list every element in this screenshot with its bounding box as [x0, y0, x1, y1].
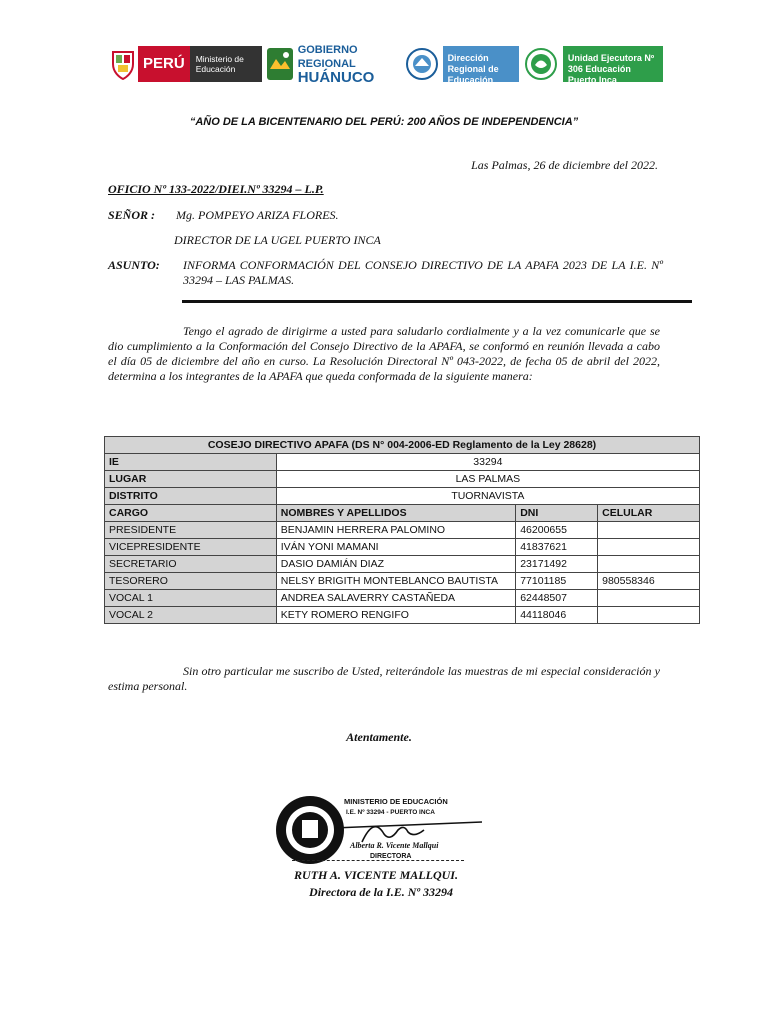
- cell-celular: [598, 607, 700, 624]
- cell-celular: 980558346: [598, 573, 700, 590]
- subject-divider: [182, 300, 692, 303]
- cell-nombre: NELSY BRIGITH MONTEBLANCO BAUTISTA: [276, 573, 515, 590]
- cell-cargo: VICEPRESIDENTE: [105, 539, 277, 556]
- dre-seal-icon: [405, 46, 439, 82]
- table-header-row: [105, 505, 700, 522]
- ue-seal-icon: [523, 46, 559, 82]
- apafa-council-table: [104, 436, 700, 624]
- cell-dni: 46200655: [516, 522, 598, 539]
- cell-celular: [598, 522, 700, 539]
- info-value: 33294: [276, 454, 699, 471]
- stamp-line1: MINISTERIO DE EDUCACIÓN: [344, 797, 448, 806]
- dre-label: Dirección Regional de Educación: [443, 46, 519, 82]
- cell-celular: [598, 556, 700, 573]
- ue-label: Unidad Ejecutora Nº 306 Educación Puerto Inca: [563, 46, 663, 82]
- signature-line: [292, 860, 464, 861]
- info-value: TUORNAVISTA: [276, 488, 699, 505]
- column-header-cargo: CARGO: [105, 505, 277, 522]
- info-label: DISTRITO: [105, 488, 277, 505]
- column-header-dni: DNI: [516, 505, 598, 522]
- cell-dni: 77101185: [516, 573, 598, 590]
- ministry-label: Ministerio de Educación: [190, 46, 262, 82]
- table-row: [105, 556, 700, 573]
- cell-celular: [598, 539, 700, 556]
- closing-salutation: Atentamente.: [346, 730, 412, 744]
- cell-dni: 44118046: [516, 607, 598, 624]
- cell-nombre: ANDREA SALAVERRY CASTAÑEDA: [276, 590, 515, 607]
- info-value: LAS PALMAS: [276, 471, 699, 488]
- cell-dni: 23171492: [516, 556, 598, 573]
- table-row-distrito: [105, 488, 700, 505]
- letter-date: Las Palmas, 26 de diciembre del 2022.: [471, 158, 658, 172]
- table-title: COSEJO DIRECTIVO APAFA (DS N° 004-2006-ED Reglamento de la Ley 28628): [105, 437, 700, 454]
- info-label: IE: [105, 454, 277, 471]
- info-label: LUGAR: [105, 471, 277, 488]
- stamp-line3: Alberta R. Vicente Mallqui: [350, 841, 439, 850]
- cell-cargo: TESORERO: [105, 573, 277, 590]
- peru-logo: [108, 46, 262, 82]
- coat-of-arms-icon: [108, 47, 138, 81]
- table-row: [105, 607, 700, 624]
- year-motto: “AÑO DE LA BICENTENARIO DEL PERÚ: 200 AÑOS DE INDEPENDENCIA”: [189, 116, 579, 128]
- gore-line2: HUÁNUCO: [297, 69, 375, 86]
- gore-line1: GOBIERNO REGIONAL: [297, 44, 358, 70]
- oficio-number: OFICIO Nº 133-2022/DIEI.Nº 33294 – L.P.: [108, 182, 324, 196]
- gore-emblem-icon: [266, 46, 294, 82]
- recipient-name: Mg. POMPEYO ARIZA FLORES.: [176, 208, 339, 222]
- cell-dni: 41837621: [516, 539, 598, 556]
- column-header-celular: CELULAR: [598, 505, 700, 522]
- cell-nombre: DASIO DAMIÁN DIAZ: [276, 556, 515, 573]
- recipient-label: SEÑOR :: [108, 208, 156, 222]
- table-row: [105, 522, 700, 539]
- stamp-line2: I.E. Nº 33294 - PUERTO INCA: [346, 809, 435, 816]
- cell-cargo: PRESIDENTE: [105, 522, 277, 539]
- body-paragraph-1: Tengo el agrado de dirigirme a usted para saludarlo cordialmente y a la vez comunicarle que se dio cumplimiento a la Conformación del Consejo Directivo de la APAFA, se conformó en reunión llevada a cabo el día 05 de diciembre del año en curso. La Resolución Directoral Nº 043-2022, de fecha 05 de abril del 2022, determina a los integrantes de la APAFA que queda conformada de la siguiente manera:: [108, 324, 660, 383]
- subject-text: INFORMA CONFORMACIÓN DEL CONSEJO DIRECTIVO DE LA APAFA 2023 DE LA I.E. Nº 33294 – LAS PALMAS.: [183, 258, 663, 287]
- cell-dni: 62448507: [516, 590, 598, 607]
- stamp-line4: DIRECTORA: [370, 853, 412, 860]
- subject-label: ASUNTO:: [108, 258, 160, 272]
- cell-celular: [598, 590, 700, 607]
- table-row-lugar: [105, 471, 700, 488]
- letterhead-logos: [108, 44, 663, 84]
- cell-nombre: BENJAMIN HERRERA PALOMINO: [276, 522, 515, 539]
- table-row: [105, 590, 700, 607]
- cell-cargo: SECRETARIO: [105, 556, 277, 573]
- cell-cargo: VOCAL 1: [105, 590, 277, 607]
- peru-label: PERÚ: [138, 46, 190, 82]
- table-row: [105, 573, 700, 590]
- signer-name: RUTH A. VICENTE MALLQUI.: [294, 868, 458, 882]
- body-paragraph-2: Sin otro particular me suscribo de Usted, reiterándole las muestras de mi especial consideración y estima personal.: [108, 664, 660, 693]
- official-stamp: [272, 790, 502, 870]
- column-header-nombres: NOMBRES Y APELLIDOS: [276, 505, 515, 522]
- gore-label: [298, 43, 401, 85]
- signer-role: Directora de la I.E. Nº 33294: [309, 885, 453, 899]
- cell-nombre: KETY ROMERO RENGIFO: [276, 607, 515, 624]
- cell-nombre: IVÁN YONI MAMANI: [276, 539, 515, 556]
- table-row: [105, 539, 700, 556]
- cell-cargo: VOCAL 2: [105, 607, 277, 624]
- recipient-position: DIRECTOR DE LA UGEL PUERTO INCA: [174, 233, 381, 247]
- table-row-ie: [105, 454, 700, 471]
